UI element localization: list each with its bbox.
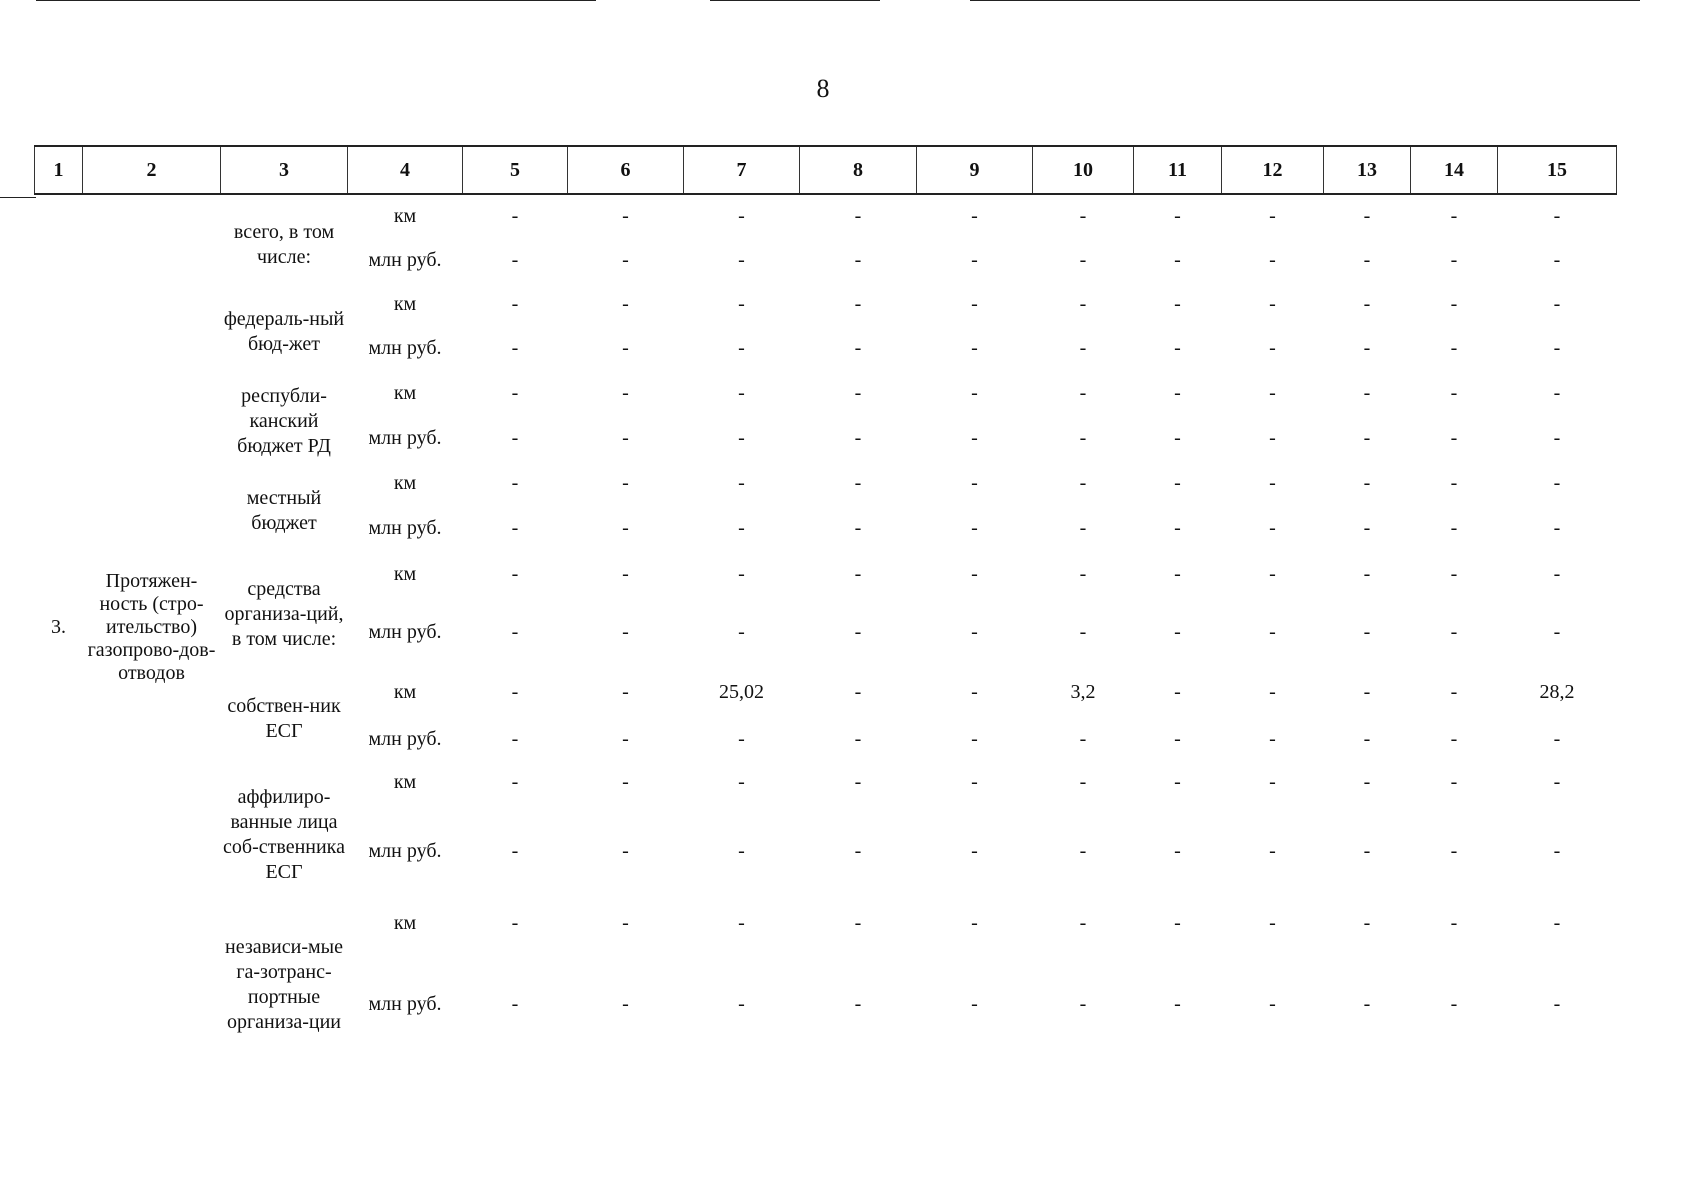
- value-cell: -: [1269, 562, 1276, 585]
- unit-cell: км: [393, 292, 417, 315]
- value-cell: -: [511, 336, 519, 359]
- value-cell: -: [622, 562, 629, 585]
- value-cell: -: [738, 562, 745, 585]
- table-row: [35, 194, 1617, 238]
- value-cell: -: [1174, 992, 1181, 1015]
- value-cell: -: [1269, 471, 1276, 494]
- value-cell: -: [1553, 516, 1561, 539]
- value-cell: -: [622, 839, 629, 862]
- value-cell: -: [854, 727, 862, 750]
- value-cell: -: [1174, 839, 1181, 862]
- value-cell: -: [1363, 727, 1371, 750]
- column-header-15: 15: [1498, 146, 1617, 194]
- header-row: [35, 146, 1617, 194]
- value-cell: -: [971, 727, 978, 750]
- column-header-4: 4: [348, 146, 463, 194]
- funding-source-cell: аффилиро-ванные лица соб-ственника ЕСГ: [223, 786, 345, 883]
- value-cell: -: [511, 770, 519, 793]
- value-cell: -: [511, 248, 519, 271]
- value-cell: -: [1363, 248, 1371, 271]
- value-cell: -: [511, 381, 519, 404]
- column-header-7: 7: [684, 146, 800, 194]
- value-cell: -: [1450, 471, 1458, 494]
- unit-cell: млн руб.: [368, 336, 442, 359]
- value-cell: -: [854, 248, 862, 271]
- column-header-2: 2: [83, 146, 221, 194]
- value-cell: -: [738, 992, 745, 1015]
- scan-edge-line: [36, 0, 596, 1]
- value-cell: -: [854, 292, 862, 315]
- value-cell: -: [1174, 471, 1181, 494]
- value-cell: 3,2: [1070, 680, 1096, 703]
- unit-cell: км: [393, 205, 417, 227]
- value-cell: -: [622, 248, 629, 271]
- unit-cell: км: [393, 471, 417, 494]
- value-cell: -: [854, 770, 862, 793]
- column-header-13: 13: [1324, 146, 1411, 194]
- value-cell: -: [1079, 426, 1087, 449]
- value-cell: -: [1450, 426, 1458, 449]
- value-cell: -: [971, 205, 978, 227]
- value-cell: -: [1079, 992, 1087, 1015]
- value-cell: -: [1553, 471, 1561, 494]
- value-cell: -: [854, 911, 862, 934]
- value-cell: -: [738, 205, 745, 227]
- unit-cell: км: [393, 911, 417, 934]
- value-cell: -: [738, 292, 745, 315]
- column-header-1: 1: [35, 146, 83, 194]
- value-cell: -: [1269, 911, 1276, 934]
- value-cell: -: [511, 562, 519, 585]
- value-cell: -: [1174, 516, 1181, 539]
- table-body: [35, 194, 1617, 1060]
- value-cell: -: [1269, 727, 1276, 750]
- value-cell: -: [511, 205, 519, 227]
- value-cell: -: [1450, 248, 1458, 271]
- value-cell: -: [971, 292, 978, 315]
- value-cell: -: [511, 839, 519, 862]
- value-cell: -: [1174, 770, 1181, 793]
- value-cell: -: [1269, 426, 1276, 449]
- value-cell: -: [1269, 770, 1276, 793]
- value-cell: -: [738, 471, 745, 494]
- value-cell: -: [1450, 562, 1458, 585]
- value-cell: -: [1079, 516, 1087, 539]
- value-cell: -: [1174, 381, 1181, 404]
- value-cell: -: [1553, 992, 1561, 1015]
- value-cell: -: [1363, 680, 1371, 703]
- column-header-8: 8: [800, 146, 917, 194]
- table-row: [35, 550, 1617, 598]
- value-cell: -: [511, 727, 519, 750]
- value-cell: -: [1363, 381, 1371, 404]
- value-cell: -: [971, 911, 978, 934]
- value-cell: -: [1269, 992, 1276, 1015]
- value-cell: -: [1450, 992, 1458, 1015]
- value-cell: -: [971, 248, 978, 271]
- value-cell: -: [738, 839, 745, 862]
- value-cell: -: [1553, 562, 1561, 585]
- unit-cell: млн руб.: [368, 839, 442, 862]
- unit-cell: км: [393, 562, 417, 585]
- value-cell: -: [1363, 516, 1371, 539]
- value-cell: -: [854, 336, 862, 359]
- value-cell: -: [622, 292, 629, 315]
- value-cell: 25,02: [719, 680, 764, 703]
- funding-source-cell: республи-канский бюджет РД: [237, 384, 331, 457]
- value-cell: -: [854, 426, 862, 449]
- value-cell: -: [622, 727, 629, 750]
- funding-source-cell: независи-мые га-зотранс-портные организа-ции: [225, 936, 343, 1033]
- value-cell: -: [1363, 562, 1371, 585]
- unit-cell: млн руб.: [368, 620, 442, 643]
- value-cell: -: [1079, 336, 1087, 359]
- value-cell: -: [1450, 839, 1458, 862]
- value-cell: -: [1363, 471, 1371, 494]
- value-cell: -: [1174, 620, 1181, 643]
- funding-source-cell: местный бюджет: [246, 487, 322, 534]
- value-cell: -: [971, 426, 978, 449]
- unit-cell: млн руб.: [368, 727, 442, 750]
- value-cell: -: [738, 336, 745, 359]
- value-cell: -: [1079, 911, 1087, 934]
- page-number: 8: [816, 74, 830, 103]
- table-row: [35, 460, 1617, 506]
- value-cell: -: [1553, 770, 1561, 793]
- column-header-6: 6: [568, 146, 684, 194]
- value-cell: -: [622, 336, 629, 359]
- value-cell: -: [1553, 426, 1561, 449]
- unit-cell: км: [393, 770, 417, 793]
- value-cell: -: [1553, 620, 1561, 643]
- data-table: [34, 145, 1617, 1060]
- value-cell: -: [622, 620, 629, 643]
- value-cell: -: [1450, 620, 1458, 643]
- value-cell: -: [1269, 381, 1276, 404]
- column-header-9: 9: [917, 146, 1033, 194]
- value-cell: -: [1553, 727, 1561, 750]
- value-cell: -: [1450, 292, 1458, 315]
- value-cell: -: [1363, 292, 1371, 315]
- value-cell: -: [971, 562, 978, 585]
- unit-cell: млн руб.: [368, 426, 442, 449]
- funding-source-cell: федераль-ный бюд-жет: [223, 308, 345, 355]
- value-cell: -: [1553, 205, 1561, 227]
- scan-edge-line: [710, 0, 880, 1]
- unit-cell: км: [393, 680, 417, 703]
- table-row: [35, 370, 1617, 416]
- value-cell: -: [1553, 381, 1561, 404]
- value-cell: -: [1363, 336, 1371, 359]
- value-cell: -: [738, 727, 745, 750]
- value-cell: -: [1174, 426, 1181, 449]
- value-cell: -: [1450, 911, 1458, 934]
- value-cell: -: [1363, 205, 1371, 227]
- value-cell: -: [854, 516, 862, 539]
- value-cell: -: [971, 680, 978, 703]
- value-cell: -: [1079, 248, 1087, 271]
- value-cell: -: [1079, 471, 1087, 494]
- value-cell: -: [511, 426, 519, 449]
- column-header-5: 5: [463, 146, 568, 194]
- value-cell: -: [622, 680, 629, 703]
- value-cell: -: [1174, 680, 1181, 703]
- value-cell: -: [1450, 336, 1458, 359]
- value-cell: -: [1553, 248, 1561, 271]
- value-cell: -: [971, 770, 978, 793]
- scan-edge-line: [0, 197, 36, 198]
- value-cell: -: [1363, 770, 1371, 793]
- value-cell: -: [1174, 292, 1181, 315]
- value-cell: 28,2: [1539, 680, 1575, 703]
- column-header-3: 3: [221, 146, 348, 194]
- value-cell: -: [971, 336, 978, 359]
- value-cell: -: [1269, 516, 1276, 539]
- value-cell: -: [1553, 292, 1561, 315]
- value-cell: -: [1363, 839, 1371, 862]
- value-cell: -: [854, 839, 862, 862]
- value-cell: -: [738, 516, 745, 539]
- value-cell: -: [622, 992, 629, 1015]
- value-cell: -: [854, 562, 862, 585]
- table-row: [35, 666, 1617, 718]
- value-cell: -: [622, 381, 629, 404]
- scan-edge-line: [970, 0, 1640, 1]
- value-cell: -: [511, 471, 519, 494]
- value-cell: -: [1174, 727, 1181, 750]
- value-cell: -: [1079, 292, 1087, 315]
- value-cell: -: [1079, 839, 1087, 862]
- value-cell: -: [971, 471, 978, 494]
- value-cell: -: [738, 911, 745, 934]
- value-cell: -: [622, 770, 629, 793]
- value-cell: -: [1450, 516, 1458, 539]
- value-cell: -: [971, 992, 978, 1015]
- value-cell: -: [971, 620, 978, 643]
- value-cell: -: [511, 620, 519, 643]
- table-row: [35, 760, 1617, 804]
- value-cell: -: [738, 426, 745, 449]
- value-cell: -: [1269, 620, 1276, 643]
- value-cell: -: [1269, 248, 1276, 271]
- value-cell: -: [1363, 426, 1371, 449]
- value-cell: -: [1450, 205, 1458, 227]
- unit-cell: млн руб.: [368, 516, 442, 539]
- column-header-11: 11: [1134, 146, 1222, 194]
- value-cell: -: [1363, 992, 1371, 1015]
- funding-source-cell: собствен-ник ЕСГ: [227, 695, 341, 742]
- value-cell: -: [1450, 680, 1458, 703]
- column-header-14: 14: [1411, 146, 1498, 194]
- value-cell: -: [1269, 839, 1276, 862]
- value-cell: -: [971, 516, 978, 539]
- value-cell: -: [622, 911, 629, 934]
- value-cell: -: [1174, 562, 1181, 585]
- value-cell: -: [1450, 381, 1458, 404]
- value-cell: -: [854, 381, 862, 404]
- unit-cell: млн руб.: [368, 248, 442, 271]
- value-cell: -: [738, 381, 745, 404]
- value-cell: -: [622, 205, 629, 227]
- value-cell: -: [622, 426, 629, 449]
- value-cell: -: [854, 620, 862, 643]
- value-cell: -: [971, 839, 978, 862]
- value-cell: -: [1553, 839, 1561, 862]
- unit-cell: млн руб.: [368, 992, 442, 1015]
- unit-cell: км: [393, 381, 417, 404]
- value-cell: -: [1269, 205, 1276, 227]
- value-cell: -: [854, 680, 862, 703]
- funding-source-cell: средства организа-ций, в том числе:: [224, 577, 344, 650]
- value-cell: -: [1174, 336, 1181, 359]
- value-cell: -: [622, 471, 629, 494]
- value-cell: -: [1174, 205, 1181, 227]
- value-cell: -: [1174, 911, 1181, 934]
- value-cell: -: [738, 620, 745, 643]
- value-cell: -: [1363, 620, 1371, 643]
- value-cell: -: [622, 516, 629, 539]
- column-header-10: 10: [1033, 146, 1134, 194]
- value-cell: -: [511, 911, 519, 934]
- value-cell: -: [1079, 562, 1087, 585]
- value-cell: -: [511, 680, 519, 703]
- column-header-12: 12: [1222, 146, 1324, 194]
- value-cell: -: [1553, 336, 1561, 359]
- table-row: [35, 282, 1617, 326]
- value-cell: -: [1079, 770, 1087, 793]
- value-cell: -: [738, 770, 745, 793]
- value-cell: -: [1269, 292, 1276, 315]
- value-cell: -: [1269, 336, 1276, 359]
- value-cell: -: [511, 992, 519, 1015]
- value-cell: -: [1079, 620, 1087, 643]
- funding-source-cell: всего, в том числе:: [233, 220, 335, 268]
- value-cell: -: [971, 381, 978, 404]
- table-row: [35, 898, 1617, 948]
- value-cell: -: [854, 992, 862, 1015]
- value-cell: -: [1174, 248, 1181, 271]
- indicator-cell: Протяжен-ность (стро-ительство) газопрово-дов-отводов: [87, 570, 216, 684]
- value-cell: -: [854, 205, 862, 227]
- value-cell: -: [511, 292, 519, 315]
- value-cell: -: [1363, 911, 1371, 934]
- value-cell: -: [511, 516, 519, 539]
- value-cell: -: [1079, 727, 1087, 750]
- value-cell: -: [1553, 911, 1561, 934]
- value-cell: -: [738, 248, 745, 271]
- value-cell: -: [1079, 381, 1087, 404]
- value-cell: -: [1450, 727, 1458, 750]
- row-number-cell: 3.: [51, 616, 66, 638]
- value-cell: -: [1079, 205, 1087, 227]
- value-cell: -: [1269, 680, 1276, 703]
- value-cell: -: [854, 471, 862, 494]
- value-cell: -: [1450, 770, 1458, 793]
